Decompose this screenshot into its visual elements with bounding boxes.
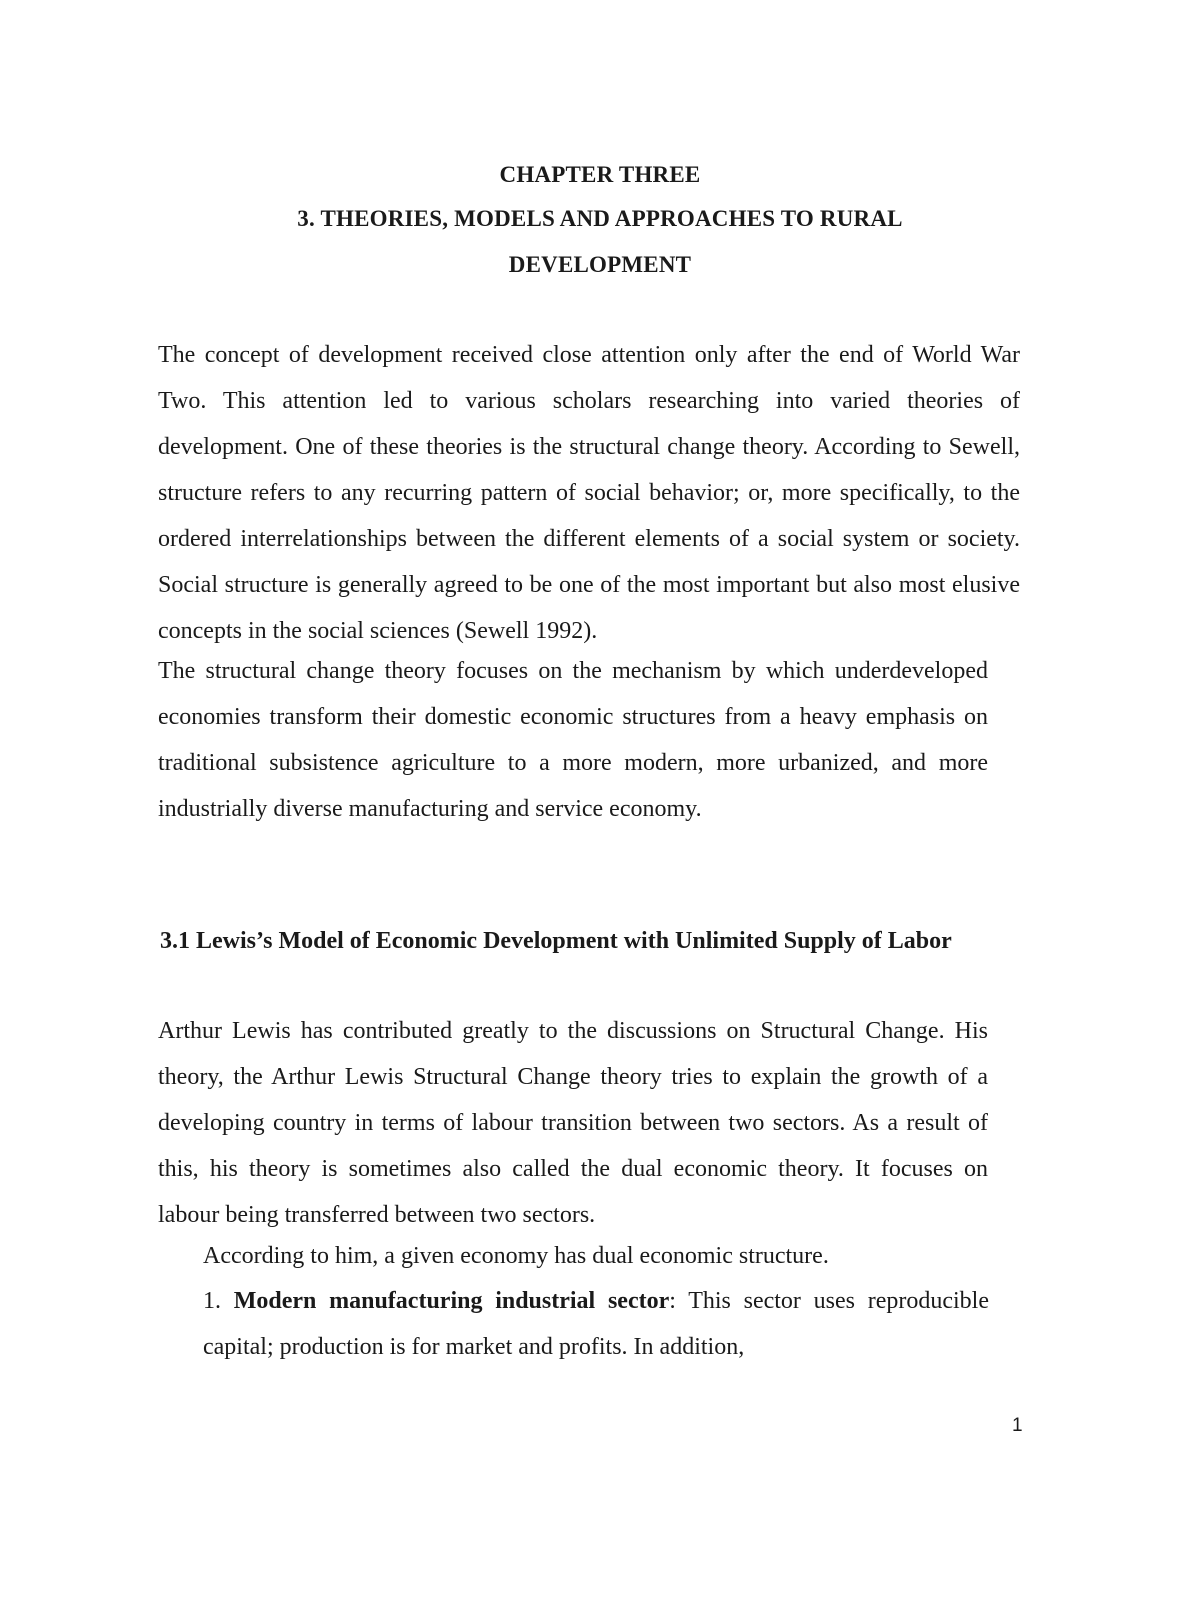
list-item-1-text: [203, 1278, 989, 1370]
section-3-1-paragraph-2-text: According to him, a given economy has dual economic structure.: [203, 1243, 829, 1269]
section-heading-3-1: 3.1 Lewis’s Model of Economic Development with Unlimited Supply of Labor: [160, 928, 952, 954]
chapter-label: CHAPTER THREE: [499, 162, 701, 187]
chapter-title-line2: DEVELOPMENT: [508, 252, 692, 277]
section-3-1-paragraph-1-text: Arthur Lewis has contributed greatly to the discussions on Structural Change. His theory, the Arthur Lewis Structural Change theory tries to explain the growth of a developing country in terms of labour transition between two sectors. As a result of this, his theory is sometimes also called the dual economic theory. It focuses on labour being transferred between two sectors.: [158, 1018, 988, 1228]
intro-paragraph-2: [158, 648, 988, 832]
section-3-1-paragraph-2: [203, 1233, 993, 1279]
list-item-1-number: 1.: [203, 1288, 221, 1314]
list-item-1: [203, 1278, 989, 1370]
section-3-1-paragraph-1: [158, 1008, 988, 1238]
intro-paragraph-1-text: The concept of development received close attention only after the end of World War Two. This attention led to various scholars researching into varied theories of development. One of these theories is the structural change theory. According to Sewell, structure refers to any recurring pattern of social behavior; or, more specifically, to the ordered interrelationships between the different elements of a social system or society. Social structure is generally agreed to be one of the most important but also most elusive concepts in the social sciences (Sewell 1992).: [158, 342, 1020, 644]
list-item-1-description: : This sector uses reproducible capital; production is for market and profits. In addition,: [203, 1288, 989, 1360]
page-number: 1: [1012, 1415, 1023, 1436]
intro-paragraph-2-text: The structural change theory focuses on the mechanism by which underdeveloped economies transform their domestic economic structures from a heavy emphasis on traditional subsistence agriculture to a more modern, more urbanized, and more industrially diverse manufacturing and service economy.: [158, 658, 988, 822]
list-item-1-term: Modern manufacturing industrial sector: [233, 1288, 670, 1314]
intro-paragraph-1: [158, 332, 1020, 654]
chapter-title-line1: 3. THEORIES, MODELS AND APPROACHES TO RURAL: [297, 206, 903, 231]
